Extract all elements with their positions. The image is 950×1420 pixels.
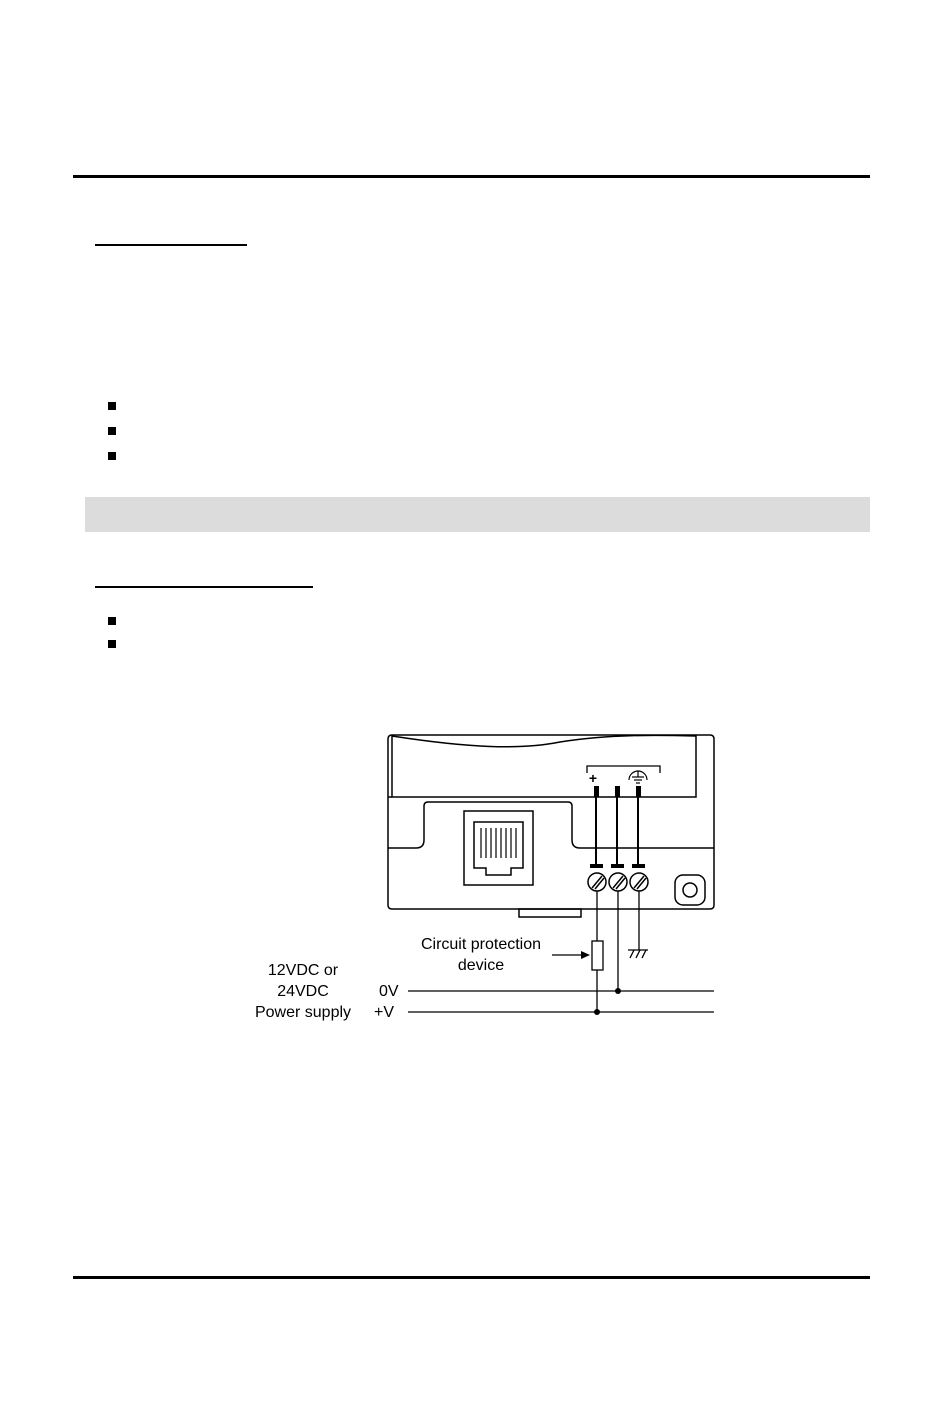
earth-icon bbox=[629, 771, 647, 783]
section-heading-2-underline bbox=[95, 586, 313, 588]
plus-volt-label: +V bbox=[374, 1004, 395, 1021]
section-heading-1-underline bbox=[95, 244, 247, 246]
mounting-hole bbox=[675, 875, 705, 905]
section-title-bar bbox=[85, 497, 870, 532]
bullet-4 bbox=[108, 617, 116, 625]
protection-label-line1: Circuit protection bbox=[420, 936, 542, 953]
power-wiring-diagram bbox=[240, 725, 730, 1035]
bullet-5 bbox=[108, 640, 116, 648]
internal-wires bbox=[596, 797, 638, 866]
bullet-2 bbox=[108, 427, 116, 435]
junction-dots bbox=[594, 988, 621, 1015]
zero-volt-label: 0V bbox=[379, 983, 399, 1000]
fuse-symbol bbox=[592, 941, 603, 970]
supply-label-line1: 12VDC or bbox=[267, 962, 339, 979]
ground-symbol bbox=[628, 950, 648, 958]
device-housing bbox=[388, 735, 714, 917]
supply-label-line3: Power supply bbox=[254, 1004, 352, 1021]
bullet-3 bbox=[108, 452, 116, 460]
rj-socket bbox=[464, 811, 533, 885]
plus-terminal-symbol: + bbox=[588, 770, 598, 786]
supply-label-line2: 24VDC bbox=[277, 983, 329, 1000]
terminal-label-bracket bbox=[587, 766, 660, 773]
protection-label-line2: device bbox=[457, 957, 505, 974]
terminal-clamps bbox=[590, 864, 645, 868]
header-rule bbox=[73, 175, 870, 178]
protection-arrow bbox=[552, 951, 590, 959]
bullet-1 bbox=[108, 402, 116, 410]
footer-rule bbox=[73, 1276, 870, 1279]
terminal-pins bbox=[594, 786, 641, 797]
